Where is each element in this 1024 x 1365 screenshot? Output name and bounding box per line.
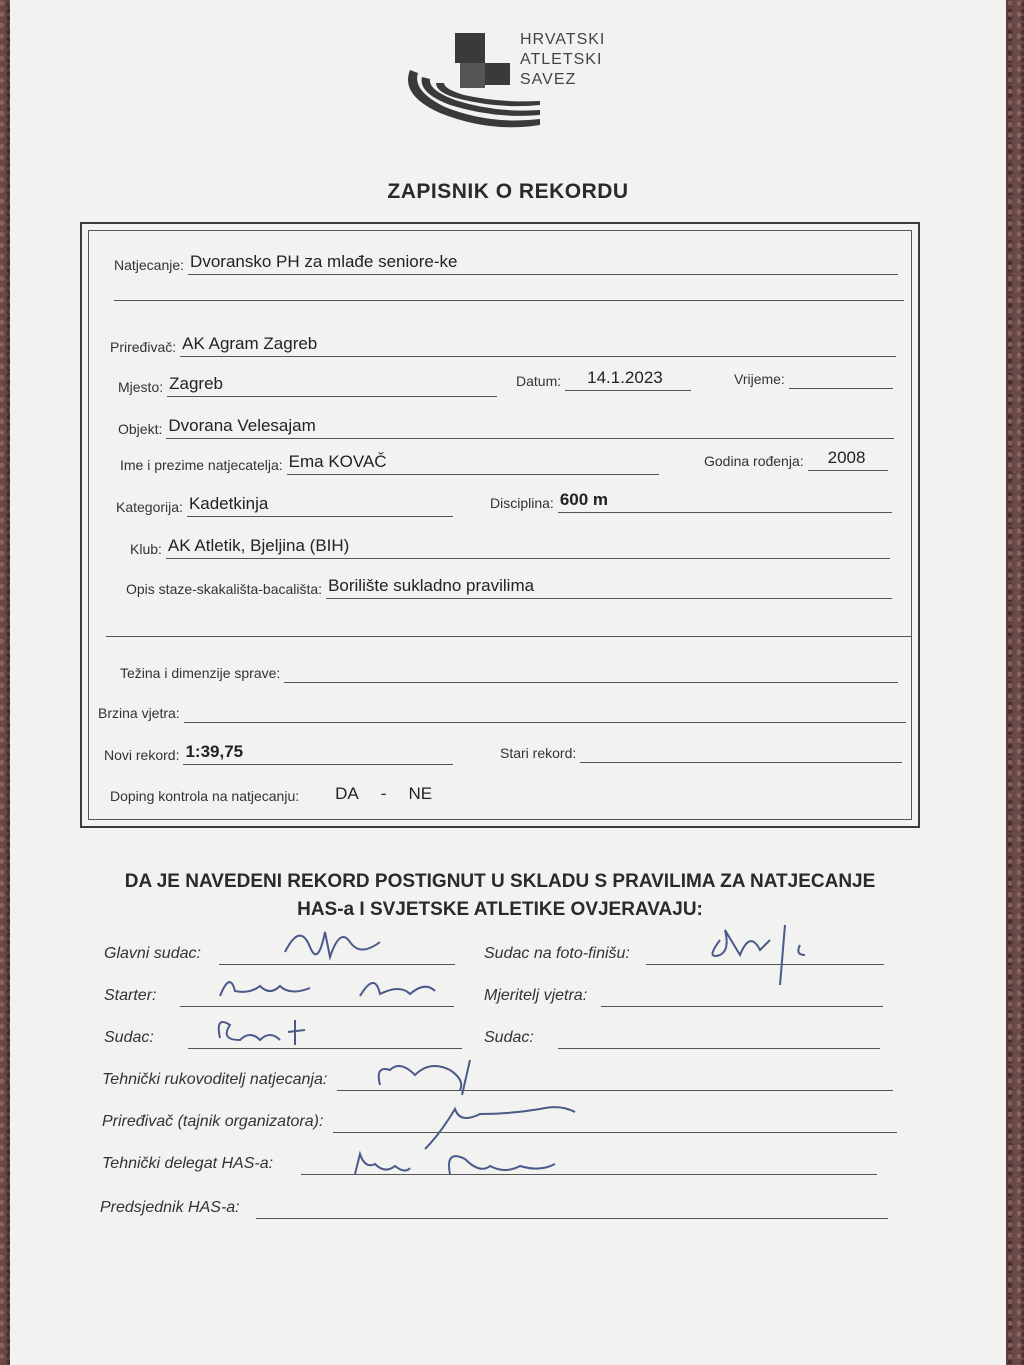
record-form-page: [10, 0, 1006, 1365]
sig-tehnicki-rukovoditelj: Tehnički rukovoditelj natjecanja:: [102, 1068, 893, 1091]
sig-glavni-sudac: Glavni sudac:: [104, 942, 455, 965]
field-opis: Opis staze-skakališta-bacališta: Borilište sukladno pravilima: [126, 576, 892, 599]
field-kategorija: Kategorija: Kadetkinja: [116, 494, 453, 517]
field-datum: Datum: 14.1.2023: [516, 368, 691, 391]
sudac-2-signature-line[interactable]: [558, 1026, 880, 1049]
field-brzina: Brzina vjetra:: [98, 700, 906, 723]
signature-tehnicki-rukovoditelj-icon: [370, 1050, 490, 1100]
field-klub: Klub: AK Atletik, Bjeljina (BIH): [130, 536, 890, 559]
sig-foto-finis: Sudac na foto-finišu:: [484, 942, 884, 965]
field-doping: Doping kontrola na natjecanju: DA - NE: [110, 784, 433, 804]
signature-glavni-sudac-icon: [280, 912, 390, 972]
natjecanje-extra-line: [114, 300, 904, 301]
sig-starter: Starter:: [104, 984, 454, 1007]
sig-prireditelj-tajnik: Priređivač (tajnik organizatora):: [102, 1110, 897, 1133]
field-tezina: Težina i dimenzije sprave:: [120, 660, 898, 683]
field-mjesto: Mjesto: Zagreb: [118, 374, 497, 397]
record-details-box: [80, 222, 920, 828]
doping-da-option[interactable]: DA: [335, 784, 359, 803]
godina-input[interactable]: 2008: [808, 448, 888, 471]
vrijeme-input[interactable]: [789, 366, 893, 389]
logo-wordmark: [520, 30, 605, 90]
signature-sudac-icon: [210, 1010, 320, 1050]
kategorija-input[interactable]: Kadetkinja: [187, 494, 453, 517]
field-prireditelj: Priređivač: AK Agram Zagreb: [110, 334, 896, 357]
objekt-input[interactable]: Dvorana Velesajam: [166, 416, 894, 439]
signature-starter-icon: [210, 966, 450, 1006]
page-title: ZAPISNIK O REKORDU: [387, 180, 629, 203]
logo-line-2: ATLETSKI: [520, 51, 603, 68]
natjecanje-input[interactable]: Dvoransko PH za mlađe seniore-ke: [188, 252, 898, 275]
datum-input[interactable]: 14.1.2023: [565, 368, 691, 391]
doping-ne-option[interactable]: NE: [408, 784, 433, 803]
field-ime: Ime i prezime natjecatelja: Ema KOVAČ: [120, 452, 659, 475]
field-stari-rekord: Stari rekord:: [500, 740, 902, 763]
field-vrijeme: Vrijeme:: [734, 366, 893, 389]
sig-mjeritelj: Mjeritelj vjetra:: [484, 984, 883, 1007]
opis-input[interactable]: Borilište sukladno pravilima: [326, 576, 892, 599]
field-novi-rekord: Novi rekord: 1:39,75: [104, 742, 453, 765]
predsjednik-signature-line[interactable]: [256, 1196, 888, 1219]
prireditelj-input[interactable]: AK Agram Zagreb: [180, 334, 896, 357]
opis-extra-line: [106, 636, 912, 637]
stari-rekord-input[interactable]: [580, 740, 902, 763]
novi-rekord-input[interactable]: 1:39,75: [183, 742, 453, 765]
disciplina-input[interactable]: 600 m: [558, 490, 892, 513]
tezina-input[interactable]: [284, 660, 898, 683]
doping-dash: -: [380, 784, 387, 803]
certification-statement: DA JE NAVEDENI REKORD POSTIGNUT U SKLADU S PRAVILIMA ZA NATJECANJE HAS-a I SVJETSKE ATLETIKE OVJERAVAJU:: [124, 871, 876, 920]
field-godina: Godina rođenja: 2008: [704, 448, 888, 471]
field-natjecanje: Natjecanje: Dvoransko PH za mlađe seniore-ke: [114, 252, 898, 275]
brzina-input[interactable]: [184, 700, 906, 723]
sig-sudac-1: Sudac:: [104, 1026, 462, 1049]
sig-sudac-2: Sudac:: [484, 1026, 880, 1049]
logo-line-3: SAVEZ: [520, 71, 577, 88]
ime-input[interactable]: Ema KOVAČ: [287, 452, 659, 475]
prireditelj-tajnik-signature-line[interactable]: [333, 1110, 897, 1133]
sig-tehnicki-delegat: Tehnički delegat HAS-a:: [102, 1152, 877, 1175]
signature-tehnicki-delegat-icon: [350, 1144, 570, 1184]
sig-predsjednik: Predsjednik HAS-a:: [100, 1196, 888, 1219]
klub-input[interactable]: AK Atletik, Bjeljina (BIH): [166, 536, 890, 559]
mjesto-input[interactable]: Zagreb: [167, 374, 497, 397]
signature-foto-finis-icon: [700, 910, 830, 990]
field-objekt: Objekt: Dvorana Velesajam: [118, 416, 894, 439]
field-disciplina: Disciplina: 600 m: [490, 490, 892, 513]
logo-line-1: HRVATSKI: [520, 31, 606, 48]
